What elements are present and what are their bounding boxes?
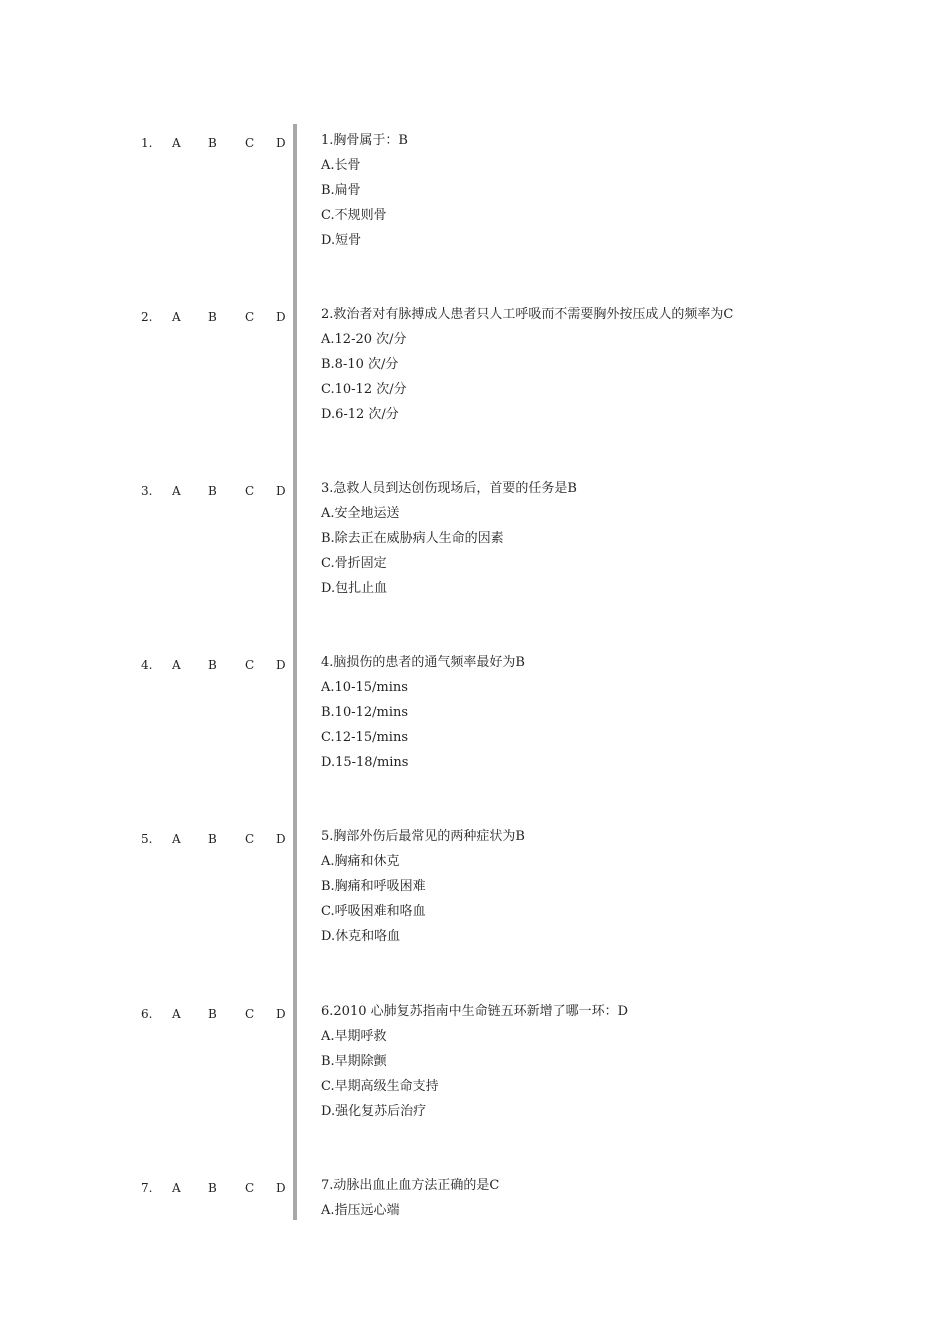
option-a: A.早期呼救 [321, 1029, 387, 1044]
answer-option-a[interactable]: A [172, 484, 181, 498]
answer-option-c[interactable]: C [245, 136, 255, 150]
option-b: B.除去正在威胁病人生命的因素 [321, 531, 504, 546]
option-a: A.安全地运送 [321, 506, 400, 521]
question-stem: 2.救治者对有脉搏成人患者只人工呼吸而不需要胸外按压成人的频率为C [321, 307, 734, 322]
option-c: C.早期高级生命支持 [321, 1079, 439, 1094]
answer-number: 1. [141, 136, 153, 150]
answer-option-b[interactable]: B [208, 832, 217, 846]
answer-option-d[interactable]: D [276, 658, 286, 672]
answer-option-d[interactable]: D [276, 832, 286, 846]
answer-option-b[interactable]: B [208, 1007, 217, 1021]
answer-option-b[interactable]: B [208, 484, 217, 498]
option-d: D.6-12 次/分 [321, 407, 399, 422]
question-block-4 [0, 655, 950, 828]
option-a: A.指压远心端 [321, 1203, 400, 1218]
question-text [321, 305, 733, 430]
answer-option-a[interactable]: A [172, 832, 181, 846]
option-d: D.强化复苏后治疗 [321, 1104, 427, 1119]
option-a: A.12-20 次/分 [321, 332, 407, 347]
answer-option-d[interactable]: D [276, 484, 286, 498]
answer-option-a[interactable]: A [172, 136, 181, 150]
question-text [321, 653, 525, 778]
question-block-5 [0, 829, 950, 1002]
answer-option-c[interactable]: C [245, 832, 255, 846]
question-stem: 6.2010 心肺复苏指南中生命链五环新增了哪一环：D [321, 1004, 629, 1019]
option-d: D.15-18/mins [321, 755, 409, 770]
answer-option-b[interactable]: B [208, 658, 217, 672]
answer-option-a[interactable]: A [172, 310, 181, 324]
question-stem: 5.胸部外伤后最常见的两种症状为B [321, 829, 525, 844]
option-c: C.骨折固定 [321, 556, 387, 571]
question-stem: 1.胸骨属于：B [321, 133, 408, 148]
answer-option-c[interactable]: C [245, 484, 255, 498]
question-block-1 [0, 133, 950, 306]
answer-option-a[interactable]: A [172, 658, 181, 672]
question-stem: 3.急救人员到达创伤现场后，首要的任务是B [321, 481, 577, 496]
question-text [321, 1176, 499, 1226]
answer-option-a[interactable]: A [172, 1181, 181, 1195]
answer-option-d[interactable]: D [276, 136, 286, 150]
question-block-3 [0, 481, 950, 654]
option-b: B.扁骨 [321, 183, 361, 198]
answer-number: 7. [141, 1181, 153, 1195]
option-a: A.胸痛和休克 [321, 854, 400, 869]
option-c: C.呼吸困难和咯血 [321, 904, 426, 919]
answer-option-b[interactable]: B [208, 136, 217, 150]
answer-option-c[interactable]: C [245, 658, 255, 672]
option-d: D.休克和咯血 [321, 929, 401, 944]
answer-number: 6. [141, 1007, 153, 1021]
answer-number: 2. [141, 310, 153, 324]
question-text [321, 1002, 628, 1127]
answer-option-c[interactable]: C [245, 310, 255, 324]
question-stem: 4.脑损伤的患者的通气频率最好为B [321, 655, 525, 670]
question-block-2 [0, 307, 950, 480]
question-text [321, 827, 525, 952]
option-d: D.包扎止血 [321, 581, 388, 596]
option-c: C.不规则骨 [321, 208, 387, 223]
answer-number: 4. [141, 658, 153, 672]
option-b: B.8-10 次/分 [321, 357, 399, 372]
answer-option-a[interactable]: A [172, 1007, 181, 1021]
option-c: C.10-12 次/分 [321, 382, 407, 397]
option-b: B.10-12/mins [321, 705, 409, 720]
question-text [321, 479, 577, 604]
option-a: A.10-15/mins [321, 680, 408, 695]
answer-option-b[interactable]: B [208, 1181, 217, 1195]
option-d: D.短骨 [321, 233, 362, 248]
question-text [321, 131, 408, 256]
option-a: A.长骨 [321, 158, 361, 173]
answer-option-d[interactable]: D [276, 1181, 286, 1195]
question-stem: 7.动脉出血止血方法正确的是C [321, 1178, 500, 1193]
answer-number: 3. [141, 484, 153, 498]
answer-number: 5. [141, 832, 153, 846]
answer-option-c[interactable]: C [245, 1007, 255, 1021]
option-b: B.早期除颤 [321, 1054, 387, 1069]
answer-option-b[interactable]: B [208, 310, 217, 324]
question-block-7 [0, 1178, 950, 1241]
question-block-6 [0, 1004, 950, 1177]
answer-option-d[interactable]: D [276, 310, 286, 324]
option-c: C.12-15/mins [321, 730, 409, 745]
option-b: B.胸痛和呼吸困难 [321, 879, 426, 894]
answer-option-d[interactable]: D [276, 1007, 286, 1021]
answer-option-c[interactable]: C [245, 1181, 255, 1195]
